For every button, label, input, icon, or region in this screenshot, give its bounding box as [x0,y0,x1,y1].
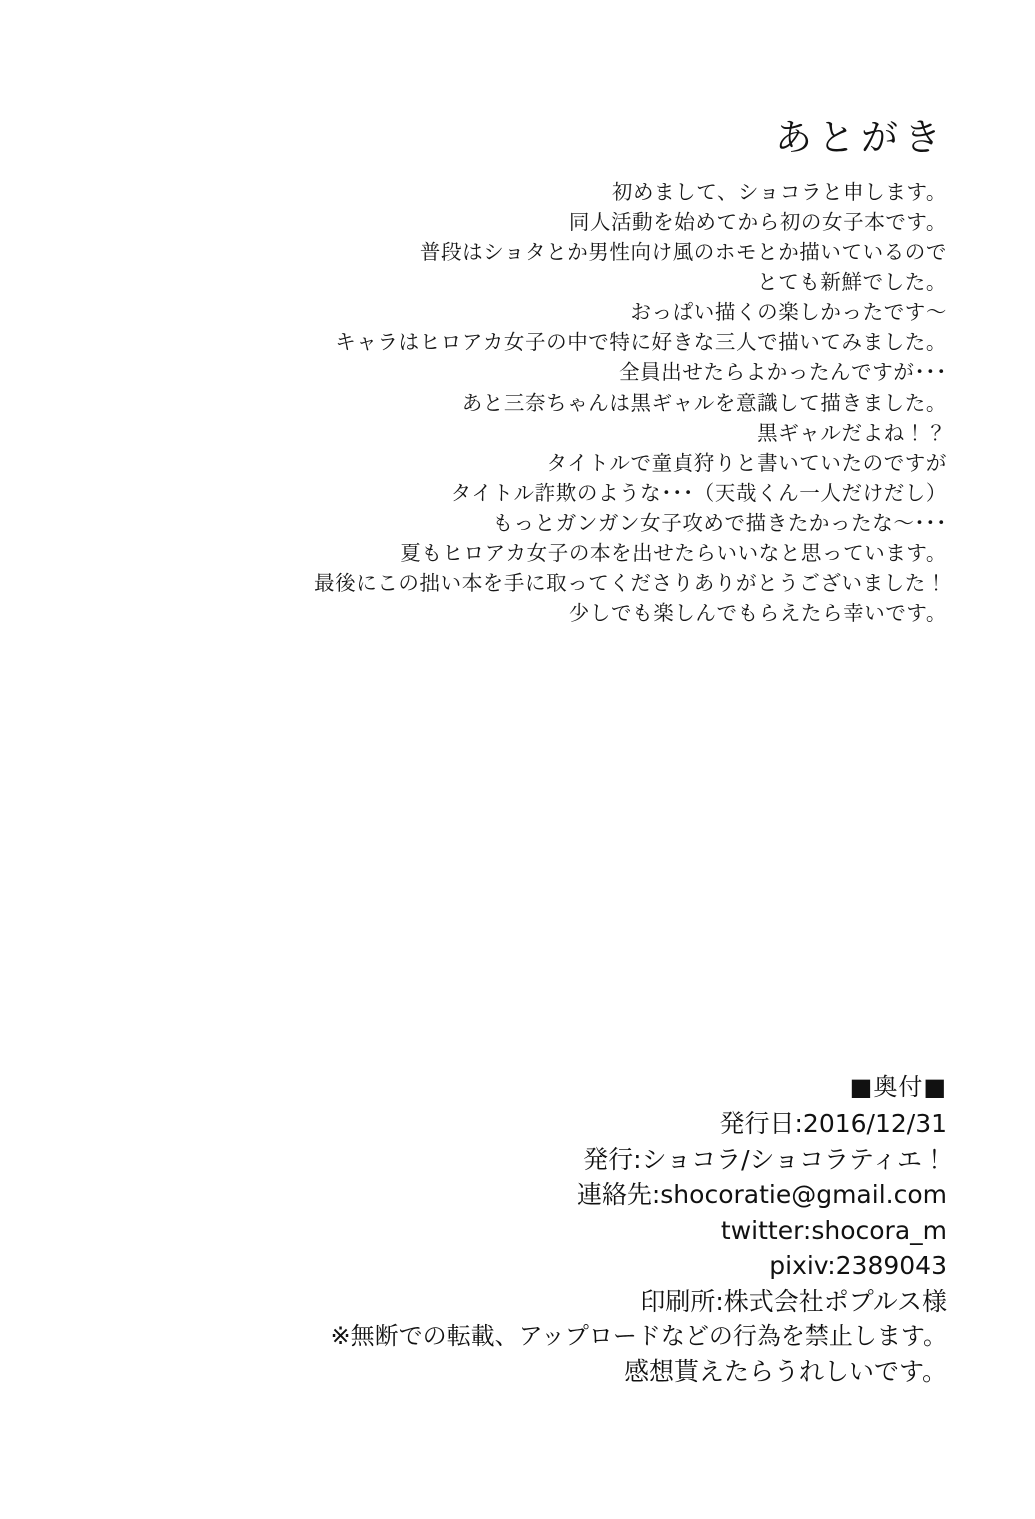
afterword-line: あと三奈ちゃんは黒ギャルを意識して描きました。 [461,390,947,415]
afterword-line: 全員出せたらよかったんですが･･･ [619,360,947,385]
colophon-notice: ※無断での転載、アップロードなどの行為を禁止します。 [330,1322,947,1351]
afterword-line: タイトルで童貞狩りと書いていたのですが [546,450,947,475]
afterword-line: とても新鮮でした。 [757,270,947,295]
colophon-section [187,1070,947,1389]
afterword-section [87,118,947,629]
colophon-twitter: twitter:shocora_m [720,1215,947,1245]
colophon-pixiv: pixiv:2389043 [769,1251,947,1281]
afterword-line: 初めまして、ショコラと申します。 [611,179,947,204]
afterword-line: 普段はショタとか男性向け風のホモとか描いているので [419,239,947,264]
afterword-line: 黒ギャルだよね！？ [757,420,947,445]
colophon-heading: ■奥付■ [849,1073,947,1102]
afterword-line: おっぱい描くの楽しかったです～ [630,300,947,325]
afterword-line: 最後にこの拙い本を手に取ってくださりありがとうございました！ [314,571,947,596]
colophon-publish-date: 発行日:2016/12/31 [719,1109,947,1139]
colophon-feedback: 感想貰えたらうれしいです。 [623,1356,947,1386]
afterword-line: もっとガンガン女子攻めで描きたかったな～･･･ [492,511,947,536]
afterword-title: あとがき [775,116,947,159]
colophon-printer: 印刷所:株式会社ポプルス様 [640,1286,947,1316]
afterword-line: 少しでも楽しんでもらえたら幸いです。 [568,601,947,626]
afterword-body [87,177,947,629]
afterword-line: 同人活動を始めてから初の女子本です。 [568,209,947,234]
afterword-line: タイトル詐欺のような･･･（天哉くん一人だけだし） [450,480,947,505]
afterword-line: 夏もヒロアカ女子の本を出せたらいいなと思っています。 [400,541,947,566]
colophon-publisher: 発行:ショコラ/ショコラティエ！ [583,1144,947,1174]
afterword-line: キャラはヒロアカ女子の中で特に好きな三人で描いてみました。 [335,330,947,355]
colophon-contact-email: 連絡先:shocoratie@gmail.com [576,1180,947,1210]
